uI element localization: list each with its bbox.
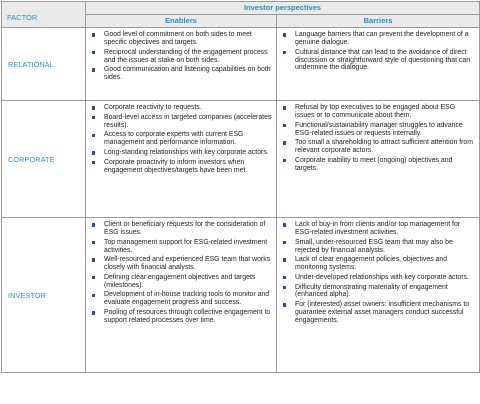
barriers-list [277,28,479,76]
list-item: Language barriers that can prevent the development of a genuine dialogue. [281,31,475,47]
enablers-cell [86,101,277,218]
list-item: Top management support for ESG-related investment activities. [90,239,272,255]
barriers-cell [277,101,480,218]
list-item: Client or beneficiary requests for the consideration of ESG issues. [90,221,272,237]
row-relational [2,28,480,101]
list-item: Access to corporate experts with current ESG management and performance information. [90,131,272,147]
list-item: Board-level access in targeted companies (accelerates results). [90,114,272,130]
factor-header: FACTOR [2,2,86,28]
list-item: Good level of commitment on both sides to meet specific objectives and targets. [90,31,272,47]
list-item: Functional/sustainability manager struggles to advance ESG-related issues or requests internally. [281,122,475,138]
barriers-cell [277,218,480,373]
list-item: Long-standing relationships with key corporate actors. [90,149,272,157]
list-item: Development of in-house tracking tools to monitor and evaluate engagement progress and success. [90,291,272,307]
list-item: Lack of buy-in from clients and/or top management for ESG-related investment activities. [281,221,475,237]
list-item: Well-resourced and experienced ESG team that works closely with financial analysts. [90,256,272,272]
list-item: Difficulty demonstrating materiality of engagement (enhanced alpha). [281,284,475,300]
list-item: Under-developed relationships with key corporate actors. [281,274,475,282]
list-item: Defining clear engagement objectives and targets (milestones). [90,274,272,290]
row-investor [2,218,480,373]
list-item: Small, under-resourced ESG team that may also be rejected by financial analysts. [281,239,475,255]
factor-label: CORPORATE [2,101,86,218]
enablers-list [86,101,276,178]
investor-perspectives-header: Investor perspectives [86,2,480,15]
list-item: Too small a shareholding to attract sufficient attention from relevant corporate actors. [281,139,475,155]
header-row [2,2,480,15]
enablers-cell [86,218,277,373]
barriers-cell [277,28,480,101]
factor-label: RELATIONAL [2,28,86,101]
list-item: Pooling of resources through collective engagement to support related processes over time. [90,309,272,325]
list-item: Cultural distance that can lead to the avoidance of direct discussion or straightforward style of questioning that can undermine the dialogue. [281,49,475,73]
enablers-list [86,218,276,329]
barriers-list [277,101,479,176]
barriers-list [277,218,479,329]
list-item: Reciprocal understanding of the engagement process and the issues at stake on both sides. [90,49,272,65]
perspectives-table [1,1,480,373]
enablers-header: Enablers [86,15,277,28]
barriers-header: Barriers [277,15,480,28]
row-corporate [2,101,480,218]
enablers-cell [86,28,277,101]
list-item: Corporate reactivity to requests. [90,104,272,112]
list-item: Corporate inability to meet (ongoing) objectives and targets. [281,157,475,173]
list-item: For (interested) asset owners: insufficient mechanisms to guarantee external asset managers conduct successful engagements. [281,301,475,325]
enablers-list [86,28,276,86]
list-item: Good communication and listening capabilities on both sides. [90,66,272,82]
list-item: Corporate proactivity to inform investors when engagement objectives/targets have been met. [90,159,272,175]
factor-label: INVESTOR [2,218,86,373]
list-item: Refusal by top executives to be engaged about ESG issues or to communicate about them. [281,104,475,120]
list-item: Lack of clear engagement policies, objectives and monitoring systems. [281,256,475,272]
